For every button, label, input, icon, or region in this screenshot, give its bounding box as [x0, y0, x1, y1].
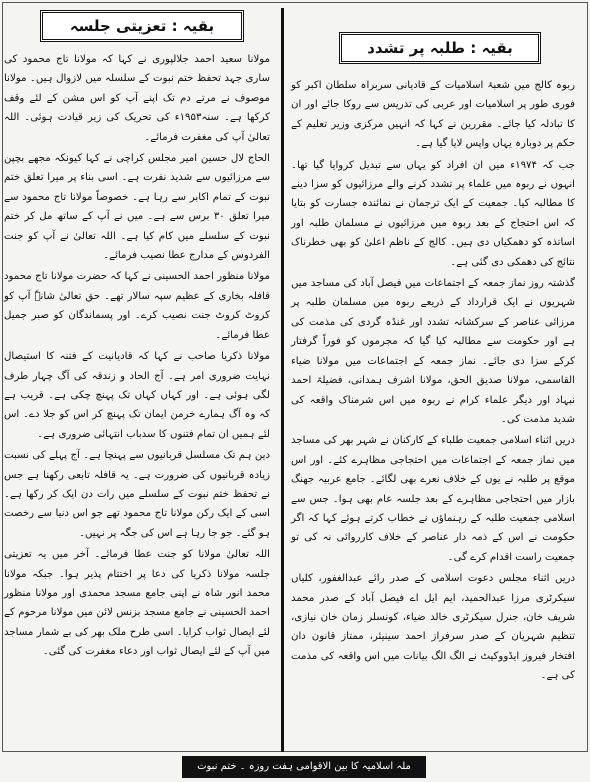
publication-footer-banner: ملہ اسلامیہ کا بین الاقوامی ہفت روزہ ۔ ختم نبوت: [182, 756, 426, 778]
right-column: [291, 0, 583, 752]
left-paragraph: اللہ تعالیٰ مولانا کو جنت عطا فرمائے۔ آخر میں یہ تعزیتی جلسہ مولانا ذکریا کی دعا پر اختتام پذیر ہوا۔ جبکہ مولانا محمد انور شاہ نے اپنی جامع مسجد محمدی اور مولانا منظور احمد الحسینی نے جامع مسجد بزنس لائن میں مولانا مرحوم کے لئے ایصال ثواب کرایا۔ اسی طرح ملک بھر کی بے شمار مساجد میں آپ کے لئے ایصال ثواب اور دعاء مغفرت کی گئی۔: [4, 549, 270, 658]
left-article-body: [4, 50, 270, 664]
right-paragraph: دریں اثناء مجلس دعوت اسلامی کے صدر رائے عبدالغفور، کلیاں سیکرٹری مرزا عبدالحمید، ایم ایل اے فیصل آباد کے صدر محمد شریف خان، جنرل سیکرٹری خالد ضیاء، کونسلر زمان خان نیازی، تنظیم شہریان کے صدر سرفراز احمد سینیئر، ممتاز قانون دان افتخار فیروز ایڈووکیٹ نے الگ الگ بیانات میں اس واقعہ کی مذمت کی ہے۔: [291, 573, 575, 682]
right-paragraph: جب کہ ۱۹۷۴ء میں ان افراد کو یہاں سے تبدیل کروایا گیا تھا۔ انہوں نے ربوہ میں علماء پر تشدد کرنے والے مرزائیوں کو سزا دینے کا مطالبہ کیا۔ جمعیت کے ایک ترجمان نے نمائندہ جسارت کو بتایا کہ اس احتجاج کے بعد ربوہ میں مرزائیوں نے مسلمان طلبہ اور اساتذہ کو دھمکیاں دی ہیں۔ کالج کے ناظم اعلیٰ کو بھی خطرناک نتائج کی دھمکی دی گئی ہے۔: [291, 159, 575, 268]
right-paragraph: گذشتہ روز نماز جمعہ کے اجتماعات میں فیصل آباد کی مساجد میں شہریوں نے ایک قرارداد کے ذریعے ربوہ میں مسلمان طلبہ پر مرزائی عناصر کے سرکشانہ تشدد اور غنڈہ گردی کی مذمت کی ہے اور حکومت سے مطالبہ کیا گیا کہ مجرموں کو فوراً گرفتار کرکے سزا دی جائے۔ نماز جمعہ کے اجتماعات میں مولانا ضیاء القاسمی، مولانا صدیق الحق، مولانا اشرف ہمدانی، فضیلۃ احمد نبہاد اور دیگر علماء کرام نے ربوہ میں اس شرمناک واقعہ کی شدید مذمت کی۔: [291, 278, 575, 425]
left-article-title: بقیہ : تعزیتی جلسہ: [40, 10, 244, 42]
right-article-title: بقیہ : طلبہ پر تشدد: [339, 32, 541, 64]
right-paragraph: ربوہ کالج میں شعبۂ اسلامیات کے قادیانی سربراہ سلطان اکبر کو فوری طور پر اسلامیات اور عربی کی تدریس سے روکا جائے اور ان کا تبادلہ کیا جائے۔ مقررین نے کہا کہ انہیں مرکزی وزیر تعلیم کے حکم پر دوبارہ یہاں واپس لایا گیا ہے۔: [291, 80, 575, 150]
left-paragraph: مولانا سعید احمد جلالپوری نے کہا کہ مولانا تاج محمود کی ساری جہد تحفظ ختم نبوت کے سلسلہ میں لازوال ہیں۔ مولانا موصوف نے مرتے دم تک اپنے آپ کو اس مشن کے لئے وقف کرکھا ہے۔ سنہ۱۹۵۳ء کی تحریک کی زیر قیادت ہوئی۔ اللہ تعالیٰ آپ کی مغفرت فرمائے۔: [4, 54, 270, 143]
left-paragraph: دین ہم تک مسلسل قربانیوں سے پہنچا ہے۔ آج پہلے کی نسبت زیادہ قربانیوں کی ضرورت ہے۔ یہ قافلہ تابعی رکھنا ہے جس نے تحفظ ختم نبوت کے سلسلے میں رات دن ایک کر رکھا ہے۔ اسی کے ایک رکن مولانا تاج محمود تھے جو اس دنیا سے رخصت ہو گئے۔ جو جا رہا ہے اس کی جگہ پر نہیں۔: [4, 450, 270, 539]
right-article-body: [291, 76, 575, 688]
column-divider: [281, 8, 284, 752]
left-paragraph: مولانا ذکریا صاحب نے کہا کہ قادیانیت کے فتنہ کا استیصال نہایت ضروری امر ہے۔ آج الحاد و زندقہ کی آگ چہار طرف لگی ہوئی ہے۔ اور کہاں کہاں تک پہنچ چکی ہے۔ قریب ہے کہ وہ آگ ہمارے خرمن ایمان تک پہنچ کر اس کو جلا دے۔ اس لئے ہمیں ان تمام فتنوں کا سدباب انتہائی ضروری ہے۔: [4, 351, 270, 440]
left-paragraph: الحاج لال حسین امیر مجلس کراچی نے کہا کیونکہ مجھے بچپن سے مرزائیوں سے شدید نفرت ہے۔ اسی بناء پر میرا تعلق ختم نبوت کے تمام اکابر سے رہا ہے۔ خصوصاً مولانا تاج محمود سے میرا تعلق ۳۰ برس سے ہے۔ میں نے آپ کے ساتھ مل کر ختم نبوت کے سلسلے میں کام کیا ہے۔ اللہ تعالیٰ نے آپ کو جنت الفردوس کے مدارج عطا نصیب فرمائے۔: [4, 153, 270, 262]
left-column: [4, 0, 274, 752]
right-paragraph: دریں اثناء اسلامی جمعیت طلباء کے کارکنان نے شہر بھر کی مساجد میں نماز جمعہ کے اجتماعات میں احتجاجی مظاہرے کئے۔ اور اس موقع پر طلبہ نے یوں کے خلاف نعرے بھی لگائے۔ جامع عربیہ جھنگ بازار میں احتجاجی مظاہرے کے بعد جلسہ عام بھی ہوا۔ جس سے اسلامی جمعیت طلبہ کے رہنماؤں نے خطاب کرتے ہوئے کہا کہ اگر حکومت نے اس کے ذمہ دار عناصر کے خلاف کارروائی نہ کی تو جمعیت راست اقدام کرے گی۔: [291, 435, 575, 563]
left-paragraph: مولانا منظور احمد الحسینی نے کہا کہ حضرت مولانا تاج محمود قافلہ بخاری کے عظیم سپہ سالار تھے۔ حق تعالیٰ شانہٗ آپ کو کروٹ کروٹ جنت نصیب کرے۔ اور پسماندگان کو صبر جمیل عطا فرمائے۔: [4, 271, 270, 341]
